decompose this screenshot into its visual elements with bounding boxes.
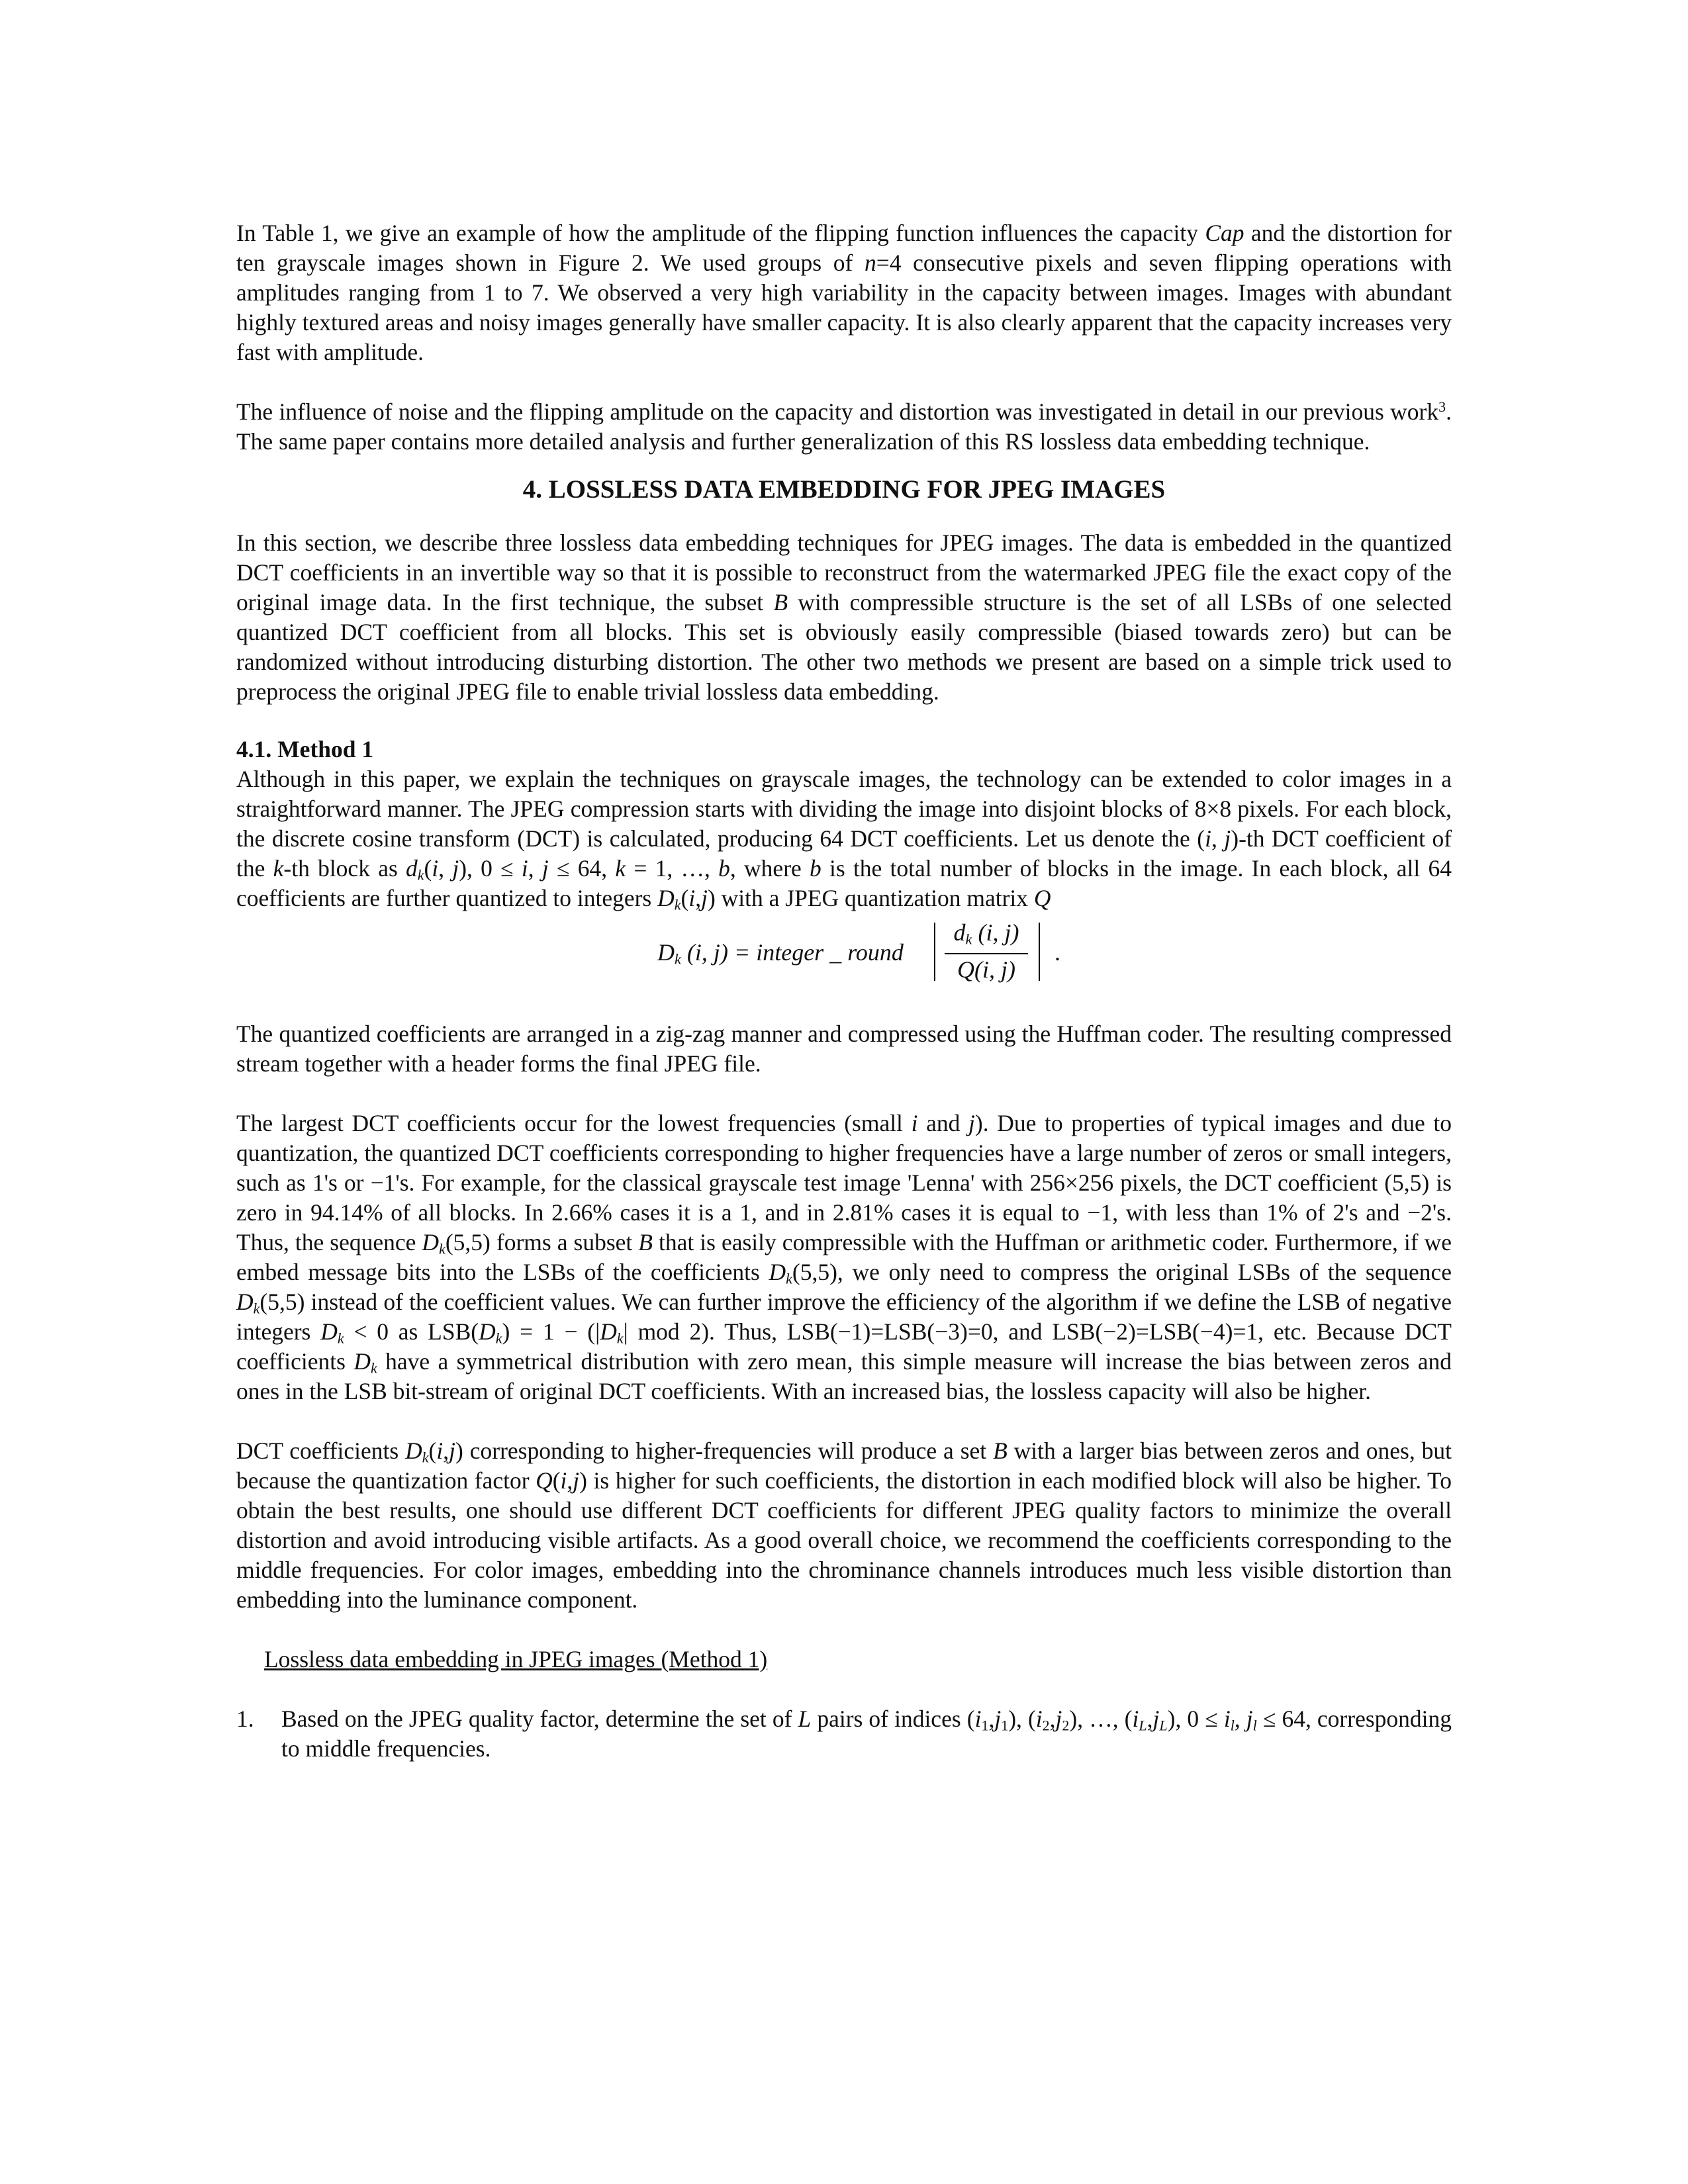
subsection-title: 4.1. Method 1 (236, 736, 374, 762)
floor-bracket-right (1032, 923, 1040, 981)
fraction-bar (945, 953, 1028, 954)
paper-page (236, 218, 1452, 1764)
procedure-title (264, 1645, 1452, 1674)
paragraph-2: The influence of noise and the flipping amplitude on the capacity and distortion was investigated in detail in our previous work$^3$. The same paper contains more detailed analysis and further generalization of this RS lossless data embedding technique. (236, 398, 1452, 455)
equation-end: . (1055, 939, 1060, 966)
paragraph-7: DCT coefficients $D_k(i,j)$ corresponding to higher-frequencies will produce a set B with a larger bias between zeros and ones, but because the quantization factor Q(i,j) is higher for such coefficients, the distortion in each modified block will also be higher. To obtain the best results, one should use different DCT coefficients for different JPEG quality factors to minimize the overall distortion and avoid introducing visible artifacts. As a good overall choice, we recommend the coefficients corresponding to the middle frequencies. For color images, embedding into the chrominance channels introduces much less visible distortion than embedding into the luminance component. (236, 1437, 1452, 1613)
quantization-equation (236, 913, 1452, 993)
equation-denominator: Q(i, j) (957, 956, 1016, 983)
list-item-number: 1. (236, 1706, 254, 1732)
equation-lhs: $D_k$ (i, j) = integer _ round (657, 939, 904, 968)
list-item (236, 1704, 1452, 1764)
paragraph-3: In this section, we describe three lossless data embedding techniques for JPEG images. The data is embedded in the quantized DCT coefficients in an invertible way so that it is possible to reconstruct from the watermarked JPEG file the exact copy of the original image data. In the first technique, the subset B with compressible structure is the set of all LSBs of one selected quantized DCT coefficient from all blocks. This set is obviously easily compressible (biased towards zero) but can be randomized without introducing disturbing distortion. The other two methods we present are based on a simple trick used to preprocess the original JPEG file to enable trivial lossless data embedding. (236, 529, 1452, 705)
list-item-text: Based on the JPEG quality factor, determine the set of L pairs of indices $(i_1,j_1)$, $(i_2,j_2)$, …, $(i_L,j_L)$, $0 \le i_l$, $j_l \le 64$, corresponding to middle frequencies. (281, 1706, 1452, 1762)
section-title: 4. LOSSLESS DATA EMBEDDING FOR JPEG IMAGES (522, 475, 1166, 504)
paragraph-5: The quantized coefficients are arranged in a zig-zag manner and compressed using the Huffman coder. The resulting compressed stream together with a header forms the final JPEG file. (236, 1021, 1452, 1077)
paragraph-6: The largest DCT coefficients occur for the lowest frequencies (small i and j). Due to properties of typical images and due to quantization, the quantized DCT coefficients corresponding to higher frequencies have a large number of zeros or small integers, such as 1's or −1's. For example, for the classical grayscale test image 'Lenna' with 256×256 pixels, the DCT coefficient (5,5) is zero in 94.14% of all blocks. In 2.66% cases it is a 1, and in 2.81% cases it is equal to −1, with less than 1% of 2's and −2's. Thus, the sequence $D_k(5,5)$ forms a subset B that is easily compressible with the Huffman or arithmetic coder. Furthermore, if we embed message bits into the LSBs of the coefficients $D_k(5,5)$, we only need to compress the original LSBs of the sequence $D_k(5,5)$ instead of the coefficient values. We can further improve the efficiency of the algorithm if we define the LSB of negative integers $D_k < 0$ as $LSB(D_k) = 1 - (|D_k|$ mod 2). Thus, LSB(−1)=LSB(−3)=0, and LSB(−2)=LSB(−4)=1, etc. Because DCT coefficients $D_k$ have a symmetrical distribution with zero mean, this simple measure will increase the bias between zeros and ones in the LSB bit-stream of original DCT coefficients. With an increased bias, the lossless capacity will also be higher. (236, 1110, 1452, 1404)
paragraph-1: In Table 1, we give an example of how the amplitude of the flipping function influences the capacity Cap and the distortion for ten grayscale images shown in Figure 2. We used groups of n=4 consecutive pixels and seven flipping operations with amplitudes ranging from 1 to 7. We observed a very high variability in the capacity between images. Images with abundant highly textured areas and noisy images generally have smaller capacity. It is also clearly apparent that the capacity increases very fast with amplitude. (236, 220, 1452, 365)
floor-bracket-left (934, 923, 942, 981)
procedure-title-text: Lossless data embedding in JPEG images (Method 1) (264, 1646, 768, 1672)
paragraph-4: Although in this paper, we explain the techniques on grayscale images, the technology can be extended to color images in a straightforward manner. The JPEG compression starts with dividing the image into disjoint blocks of 8×8 pixels. For each block, the discrete cosine transform (DCT) is calculated, producing 64 DCT coefficients. Let us denote the (i, j)-th DCT coefficient of the k-th block as $d_k(i$, j), 0 ≤ i, j ≤ 64, k = 1, …, b, where b is the total number of blocks in the image. In each block, all 64 coefficients are further quantized to integers $D_k(i,j)$ with a JPEG quantization matrix Q (236, 766, 1452, 913)
equation-numerator: $d_k$ (i, j) (953, 919, 1019, 948)
